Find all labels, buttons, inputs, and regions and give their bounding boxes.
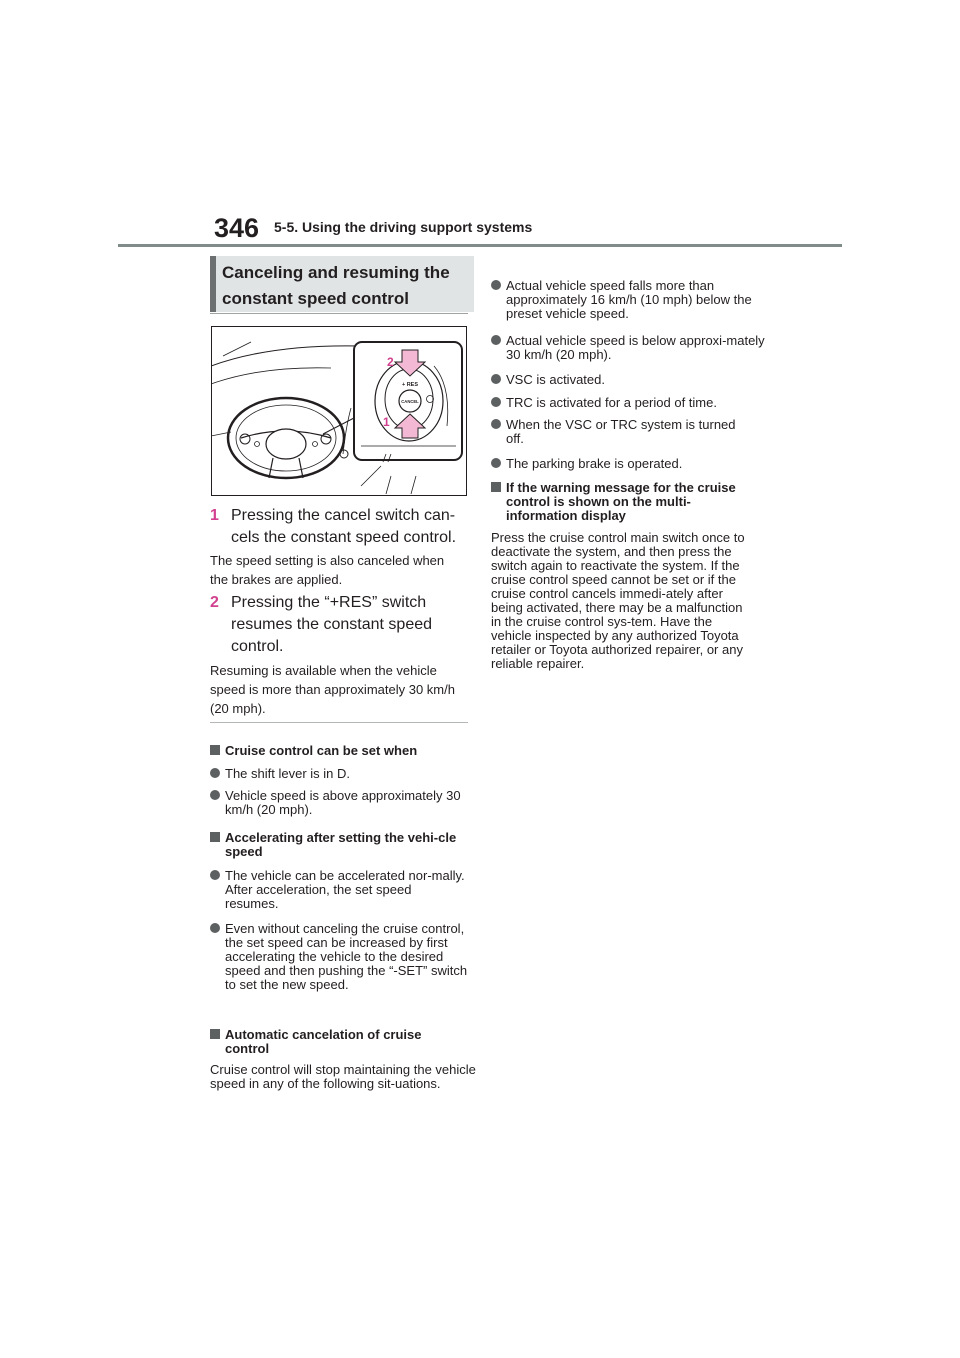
list-item: Actual vehicle speed falls more than approximately 16 km/h (10 mph) below the preset vehicle speed. [491,279,761,321]
step-number: 1 [210,507,219,524]
bullet-icon [491,458,501,468]
step-note: The speed setting is also canceled when the brakes are applied. [210,553,445,587]
square-bullet-icon [491,482,501,492]
bullet-icon [491,419,501,429]
page-number: 346 [214,213,260,243]
header-divider [118,244,842,247]
cancel-label: CANCEL [401,399,419,404]
step-1 [210,505,472,549]
section-title: 5-5. Using the driving support systems [274,219,533,235]
list-item: Vehicle speed is above approximately 30 km/h (20 mph). [210,789,480,817]
subsection-heading: Cruise control can be set when [210,744,475,758]
list-item: VSC is activated. [491,373,761,387]
subsection-heading: Accelerating after setting the vehi-cle speed [210,831,480,859]
section-divider [210,722,468,723]
step-text: Pressing the “+RES” switch resumes the constant speed control. [231,594,433,655]
page-title: Canceling and resuming the constant speed control [222,263,450,308]
square-bullet-icon [210,745,220,755]
step-number: 2 [210,594,219,611]
title-divider [210,313,468,314]
list-item: When the VSC or TRC system is turned off. [491,418,736,446]
callout-1: 1 [383,415,390,429]
step-text: Pressing the cancel switch can-cels the constant speed control. [231,507,457,546]
bullet-icon [210,768,220,778]
square-bullet-icon [210,1029,220,1039]
steering-wheel-illustration [211,326,467,496]
bullet-icon [210,923,220,933]
bullet-icon [210,870,220,880]
paragraph: Cruise control will stop maintaining the vehicle speed in any of the following sit-uations. [210,1062,476,1091]
step-note: Resuming is available when the vehicle speed is more than approximately 30 km/h (20 mph). [210,663,455,716]
square-bullet-icon [210,832,220,842]
list-item: TRC is activated for a period of time. [491,396,761,410]
bullet-icon [210,790,220,800]
list-item: The parking brake is operated. [491,457,761,471]
bullet-icon [491,397,501,407]
list-item: The shift lever is in D. [210,767,475,781]
step-2 [210,592,455,658]
subsection-heading: Automatic cancelation of cruise control [210,1028,465,1056]
bullet-icon [491,335,501,345]
bullet-icon [491,374,501,384]
list-item: Even without canceling the cruise control, the set speed can be increased by first accelerating the vehicle to the desired speed and then pushing the “-SET” switch to set the new speed. [210,922,480,992]
list-item: The vehicle can be accelerated nor-mally. After acceleration, the set speed resumes. [210,869,465,911]
subsection-heading: If the warning message for the cruise control is shown on the multi-information display [491,481,746,523]
list-item: Actual vehicle speed is below approxi-mately 30 km/h (20 mph). [491,334,771,362]
callout-2: 2 [387,355,394,369]
res-label: + RES [401,382,419,388]
bullet-icon [491,280,501,290]
paragraph: Press the cruise control main switch once to deactivate the system, and then press the switch again to reactivate the system. If the cruise control speed cannot be set or if the cruise control cancels immedi-ately after being activated, there may be a malfunction in the cruise control sys-tem. Have the vehicle inspected by any authorized Toyota retailer or Toyota authorized repairer, or any reliable repairer. [491,530,745,671]
